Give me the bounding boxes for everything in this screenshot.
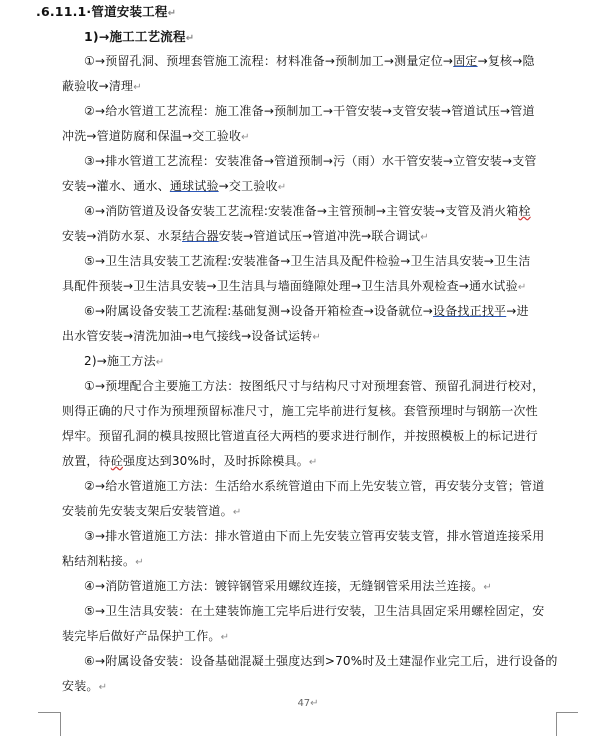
section-heading: .6.11.1·管道安装工程↵ bbox=[36, 4, 177, 19]
body-line: 安装。↵ bbox=[62, 679, 108, 693]
paragraph-mark: ↵ bbox=[185, 33, 195, 44]
body-line: 安装→消防水泵、水泵结合器安装→管道试压→管道冲洗→联合调试↵ bbox=[62, 229, 429, 243]
body-line: 焊牢。预留孔洞的模具按照比管道直径大两档的要求进行制作，并按照模板上的标记进行 bbox=[62, 429, 538, 443]
body-line: 具配件预装→卫生洁具安装→卫生洁具与墙面缝隙处理→卫生洁具外观检查→通水试验↵ bbox=[62, 279, 527, 293]
body-line: 安装→灌水、通水、通球试验→交工验收↵ bbox=[62, 179, 287, 193]
body-line: ⑥→附属设备安装：设备基础混凝土强度达到>70%时及土建湿作业完工后，进行设备的 bbox=[84, 654, 558, 668]
crop-mark-right-horizontal bbox=[556, 712, 578, 713]
body-line: ⑥→附属设备安装工艺流程:基础复测→设备开箱检查→设备就位→设备找正找平→进 bbox=[84, 304, 529, 318]
crop-mark-right-vertical bbox=[556, 712, 557, 736]
body-line: 安装前先安装支架后安装管道。↵ bbox=[62, 504, 242, 518]
subheading-methods: 2)→施工方法↵ bbox=[84, 354, 165, 368]
body-line: 蔽验收→清理↵ bbox=[62, 79, 142, 93]
body-line: 冲洗→管道防腐和保温→交工验收↵ bbox=[62, 129, 250, 143]
body-line: ②→给水管道工艺流程：施工准备→预制加工→干管安装→支管安装→管道试压→管道 bbox=[84, 104, 535, 118]
subheading-process-flow: 1)→施工工艺流程↵ bbox=[84, 29, 195, 44]
body-line: ②→给水管道施工方法：生活给水系统管道由下而上先安装立管，再安装分支管；管道 bbox=[84, 479, 545, 493]
body-line: 放置，待砼强度达到30%时，及时拆除模具。↵ bbox=[62, 454, 318, 468]
page-number: 47↵ bbox=[297, 698, 319, 709]
body-line: 则得正确的尺寸作为预埋预留标准尺寸，施工完毕前进行复核。套管预埋时与钢筋一次性 bbox=[62, 404, 538, 418]
body-line: ③→排水管道施工方法：排水管道由下而上先安装立管再安装支管，排水管道连接采用 bbox=[84, 529, 545, 543]
crop-mark-left-horizontal bbox=[38, 712, 60, 713]
body-line: ⑤→卫生洁具安装工艺流程:安装准备→卫生洁具及配件检验→卫生洁具安装→卫生洁 bbox=[84, 254, 531, 268]
body-line: 装完毕后做好产品保护工作。↵ bbox=[62, 629, 230, 643]
body-line: ①→预留孔洞、预埋套管施工流程：材料准备→预制加工→测量定位→固定→复核→隐 bbox=[84, 54, 535, 68]
crop-mark-left-vertical bbox=[60, 712, 61, 736]
body-line: ⑤→卫生洁具安装：在土建装饰施工完毕后进行安装，卫生洁具固定采用螺栓固定，安 bbox=[84, 604, 545, 618]
body-line: 出水管安装→清洗加油→电气接线→设备试运转↵ bbox=[62, 329, 321, 343]
body-line: ③→排水管道工艺流程：安装准备→管道预制→污（雨）水干管安装→立管安装→支管 bbox=[84, 154, 537, 168]
body-line: ④→消防管道施工方法：镀锌钢管采用螺纹连接，无缝钢管采用法兰连接。↵ bbox=[84, 579, 493, 593]
body-line: 粘结剂粘接。↵ bbox=[62, 554, 144, 568]
body-line: ①→预埋配合主要施工方法：按图纸尺寸与结构尺寸对预埋套管、预留孔洞进行校对， bbox=[84, 379, 545, 393]
body-line: ④→消防管道及设备安装工艺流程:安装准备→主管预制→主管安装→支管及消火箱栓 bbox=[84, 204, 531, 218]
paragraph-mark: ↵ bbox=[167, 8, 177, 19]
